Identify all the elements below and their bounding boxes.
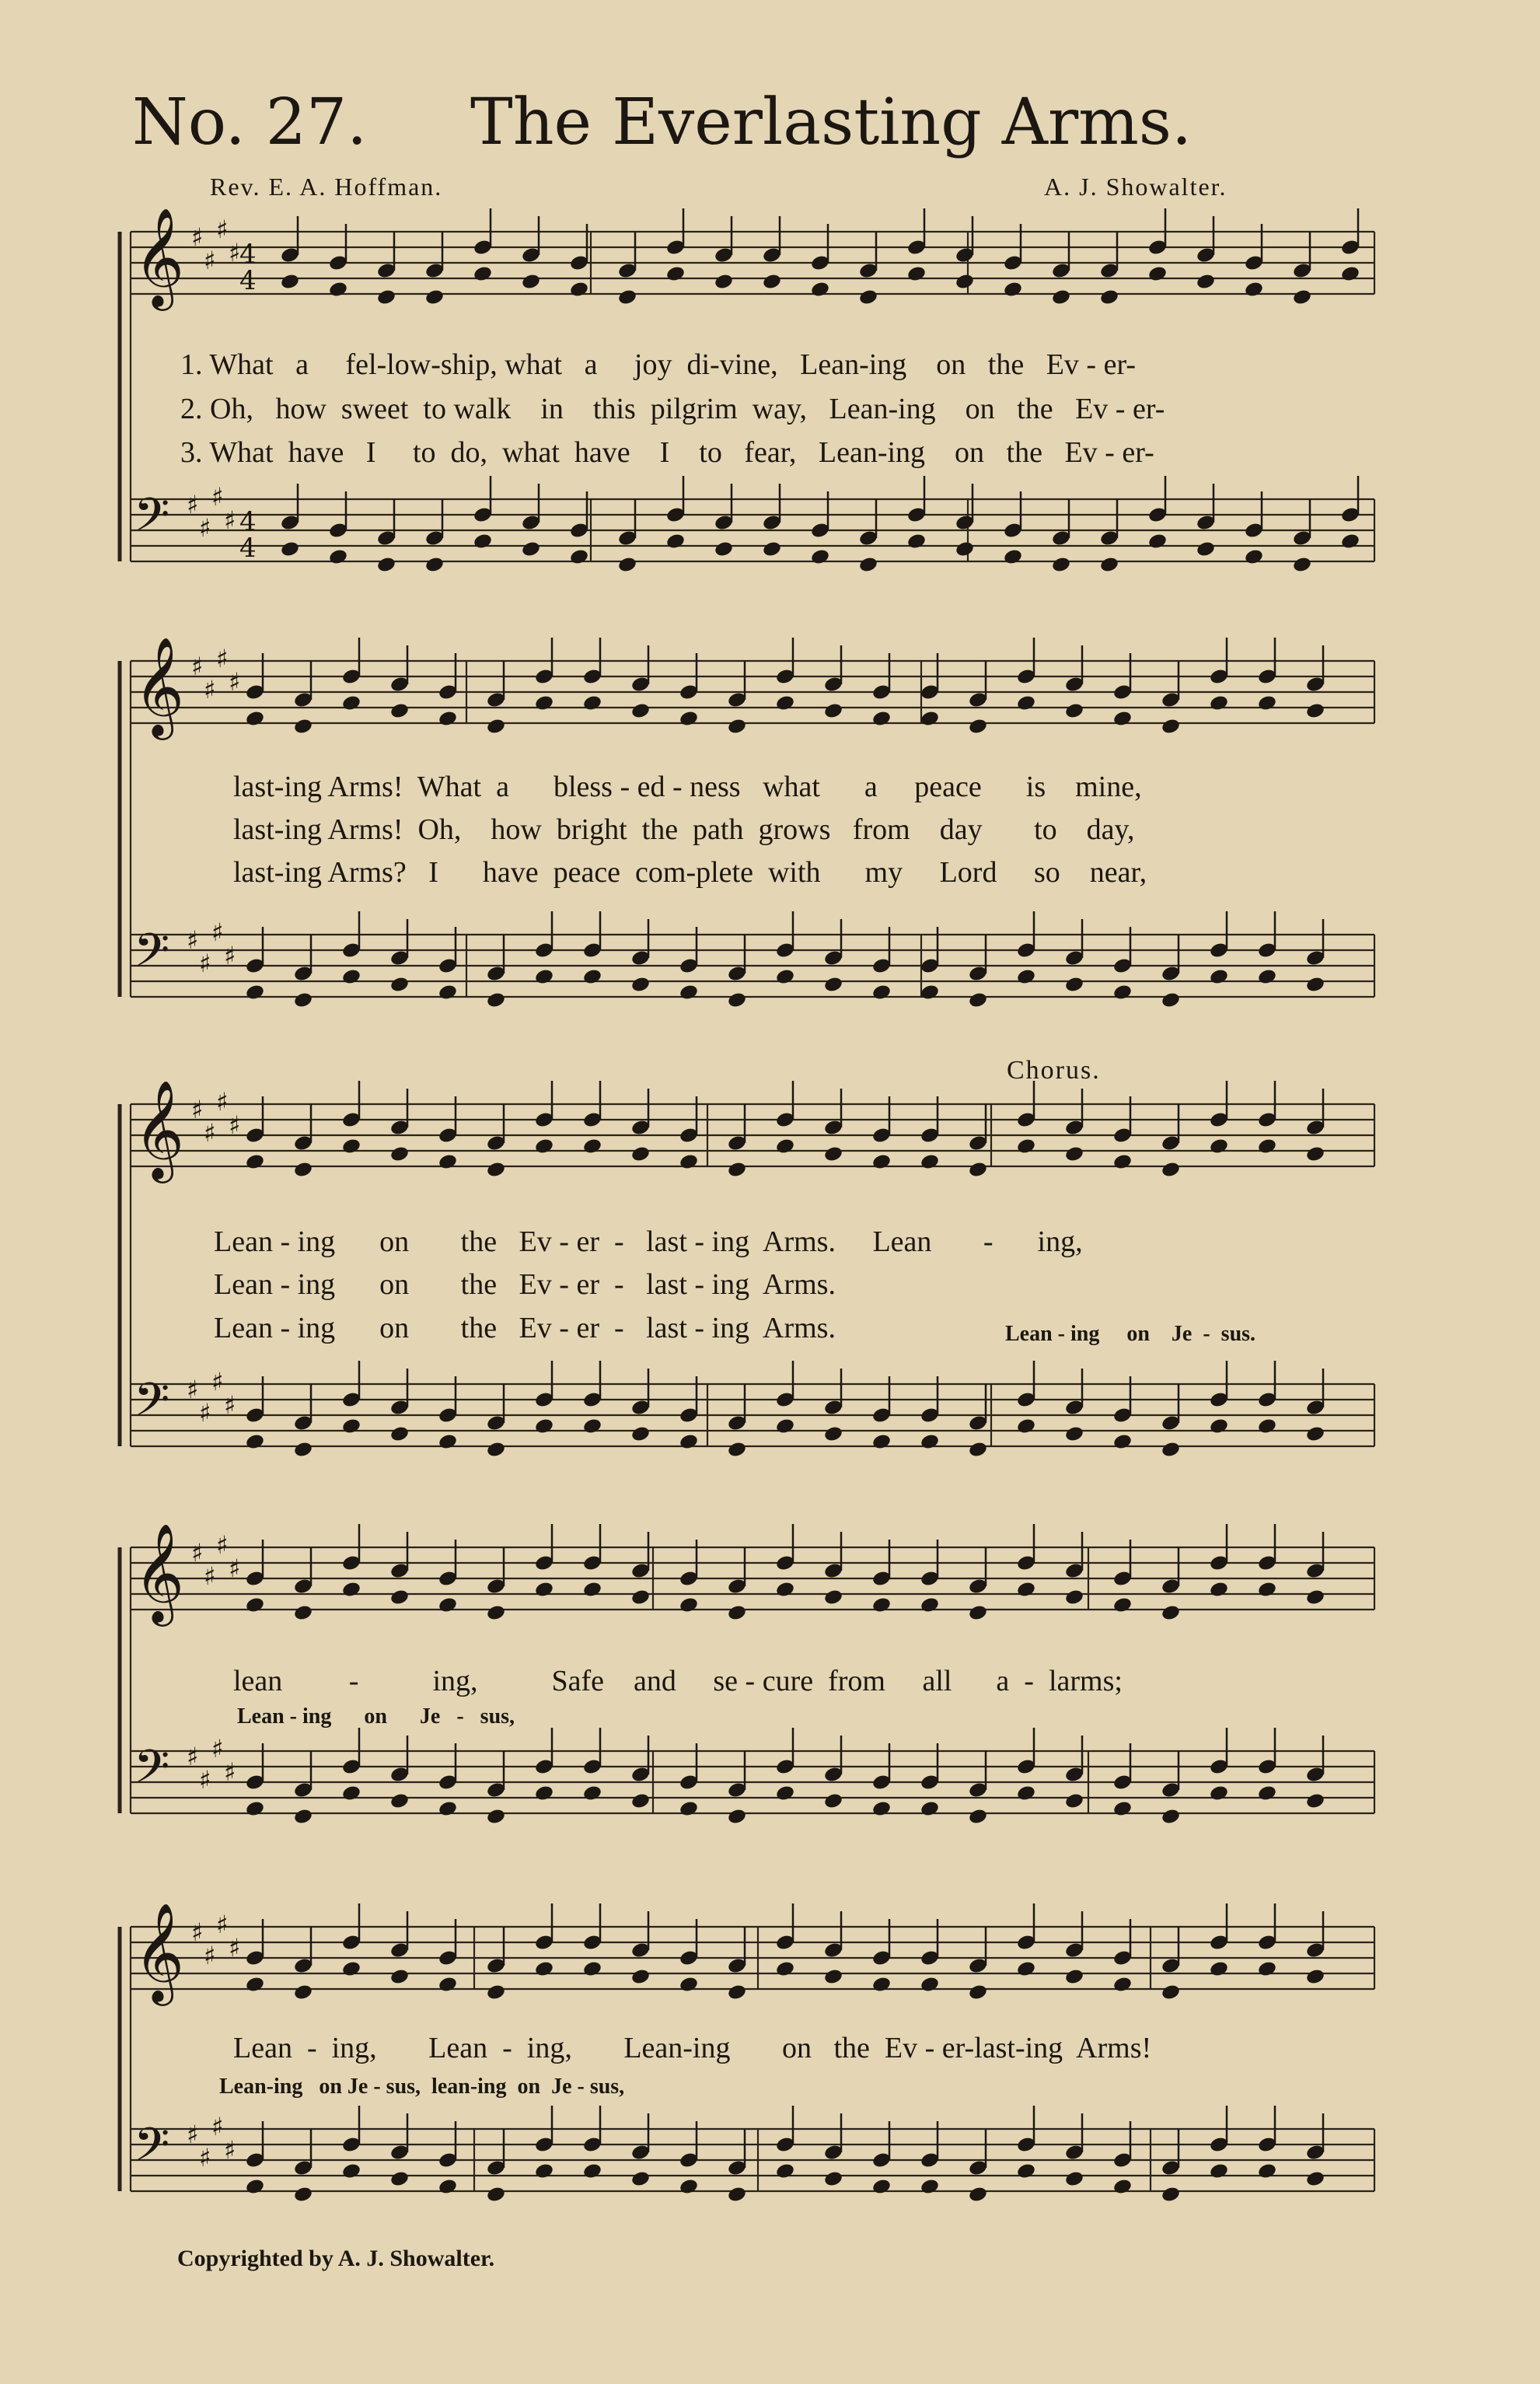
svg-text:4: 4 bbox=[239, 533, 257, 564]
svg-text:♯: ♯ bbox=[199, 513, 211, 543]
svg-text:♯: ♯ bbox=[211, 1734, 224, 1764]
svg-text:♯: ♯ bbox=[187, 2120, 199, 2149]
verse-1-line-3: Lean - ing on the Ev - er - last - ing Arms. Lean - ing, bbox=[214, 1225, 1083, 1258]
svg-text:4: 4 bbox=[239, 265, 257, 296]
verse-2-line-3: Lean - ing on the Ev - er - last - ing Arms. bbox=[214, 1268, 836, 1301]
svg-text:♯: ♯ bbox=[211, 1367, 224, 1396]
svg-text:♯: ♯ bbox=[216, 644, 229, 673]
svg-text:♯: ♯ bbox=[229, 1110, 241, 1140]
author-credit: Rev. E. A. Hoffman. bbox=[210, 173, 443, 201]
svg-text:♯: ♯ bbox=[187, 1375, 199, 1404]
svg-text:♯: ♯ bbox=[211, 2112, 224, 2141]
svg-text:𝄢: 𝄢 bbox=[134, 488, 170, 553]
composer-credit: A. J. Showalter. bbox=[1044, 173, 1227, 201]
svg-text:♯: ♯ bbox=[204, 1561, 216, 1591]
hymn-title: The Everlasting Arms. bbox=[470, 86, 1193, 159]
svg-text:♯: ♯ bbox=[199, 2143, 211, 2173]
svg-text:♯: ♯ bbox=[204, 1118, 216, 1148]
svg-text:4: 4 bbox=[239, 506, 257, 537]
hymn-number: No. 27. bbox=[132, 86, 368, 159]
svg-text:𝄞: 𝄞 bbox=[134, 1522, 185, 1622]
svg-text:♯: ♯ bbox=[229, 1933, 241, 1963]
svg-text:♯: ♯ bbox=[191, 1095, 204, 1124]
verse-1-line-1: 1. What a fel-low-ship, what a joy di-vine, Lean-ing on the Ev - er- bbox=[180, 348, 1136, 381]
svg-text:♯: ♯ bbox=[199, 949, 211, 978]
svg-text:♯: ♯ bbox=[216, 1087, 229, 1117]
svg-text:𝄢: 𝄢 bbox=[134, 923, 170, 988]
verse-3-line-3: Lean - ing on the Ev - er - last - ing Arms. bbox=[214, 1312, 836, 1344]
svg-text:♯: ♯ bbox=[187, 490, 199, 519]
svg-text:♯: ♯ bbox=[204, 246, 216, 275]
svg-text:♯: ♯ bbox=[216, 215, 229, 244]
svg-text:♯: ♯ bbox=[211, 482, 224, 512]
verse-1-line-2: last-ing Arms! What a bless - ed - ness what a peace is mine, bbox=[233, 771, 1142, 803]
svg-text:♯: ♯ bbox=[224, 1390, 236, 1420]
svg-text:♯: ♯ bbox=[229, 1554, 241, 1583]
svg-text:♯: ♯ bbox=[216, 1530, 229, 1560]
svg-text:♯: ♯ bbox=[211, 918, 224, 947]
svg-text:𝄞: 𝄞 bbox=[134, 1079, 185, 1179]
svg-text:♯: ♯ bbox=[199, 1765, 211, 1795]
verse-2-line-2: last-ing Arms! Oh, how bright the path grows from day to day, bbox=[233, 813, 1135, 846]
copyright-notice: Copyrighted by A. J. Showalter. bbox=[177, 2246, 495, 2271]
svg-text:𝄞: 𝄞 bbox=[134, 1902, 185, 2001]
svg-text:♯: ♯ bbox=[204, 675, 216, 704]
svg-text:♯: ♯ bbox=[187, 1742, 199, 1771]
svg-text:♯: ♯ bbox=[224, 941, 236, 970]
bass-lyric-line-5: Lean-ing on Je - sus, lean-ing on Je - sus, bbox=[219, 2075, 625, 2099]
chorus-label: Chorus. bbox=[1007, 1056, 1101, 1085]
verse-2-line-1: 2. Oh, how sweet to walk in this pilgrim way, Lean-ing on the Ev - er- bbox=[180, 393, 1165, 425]
svg-text:♯: ♯ bbox=[204, 1941, 216, 1970]
verse-3-line-2: last-ing Arms? I have peace com-plete with my Lord so near, bbox=[233, 856, 1147, 889]
svg-text:♯: ♯ bbox=[191, 222, 204, 252]
bass-lyric-line-4: Lean - ing on Je - sus, bbox=[237, 1704, 515, 1729]
svg-text:𝄢: 𝄢 bbox=[134, 2117, 170, 2183]
svg-text:𝄢: 𝄢 bbox=[134, 1372, 170, 1438]
svg-text:♯: ♯ bbox=[229, 238, 241, 267]
svg-text:♯: ♯ bbox=[229, 667, 241, 697]
verse-3-line-1: 3. What have I to do, what have I to fear, Lean-ing on the Ev - er- bbox=[180, 436, 1154, 469]
svg-text:4: 4 bbox=[239, 239, 257, 270]
svg-text:𝄞: 𝄞 bbox=[134, 636, 185, 736]
svg-text:♯: ♯ bbox=[224, 505, 236, 535]
svg-text:♯: ♯ bbox=[191, 1917, 204, 1947]
svg-text:♯: ♯ bbox=[187, 925, 199, 955]
svg-text:𝄢: 𝄢 bbox=[134, 1739, 170, 1805]
svg-text:♯: ♯ bbox=[224, 1757, 236, 1787]
svg-text:♯: ♯ bbox=[191, 1538, 204, 1568]
svg-text:♯: ♯ bbox=[224, 2135, 236, 2165]
chorus-lyric-line-5: Lean - ing, Lean - ing, Lean-ing on the Ev - er-last-ing Arms! bbox=[233, 2032, 1152, 2064]
chorus-lyric-line-4: lean - ing, Safe and se - cure from all a - larms; bbox=[233, 1665, 1123, 1697]
svg-text:♯: ♯ bbox=[199, 1398, 211, 1428]
svg-text:♯: ♯ bbox=[191, 652, 204, 681]
svg-text:𝄞: 𝄞 bbox=[134, 207, 185, 306]
bass-lyric-line-3: Lean - ing on Je - sus. bbox=[1005, 1322, 1256, 1346]
svg-text:♯: ♯ bbox=[216, 1910, 229, 1939]
